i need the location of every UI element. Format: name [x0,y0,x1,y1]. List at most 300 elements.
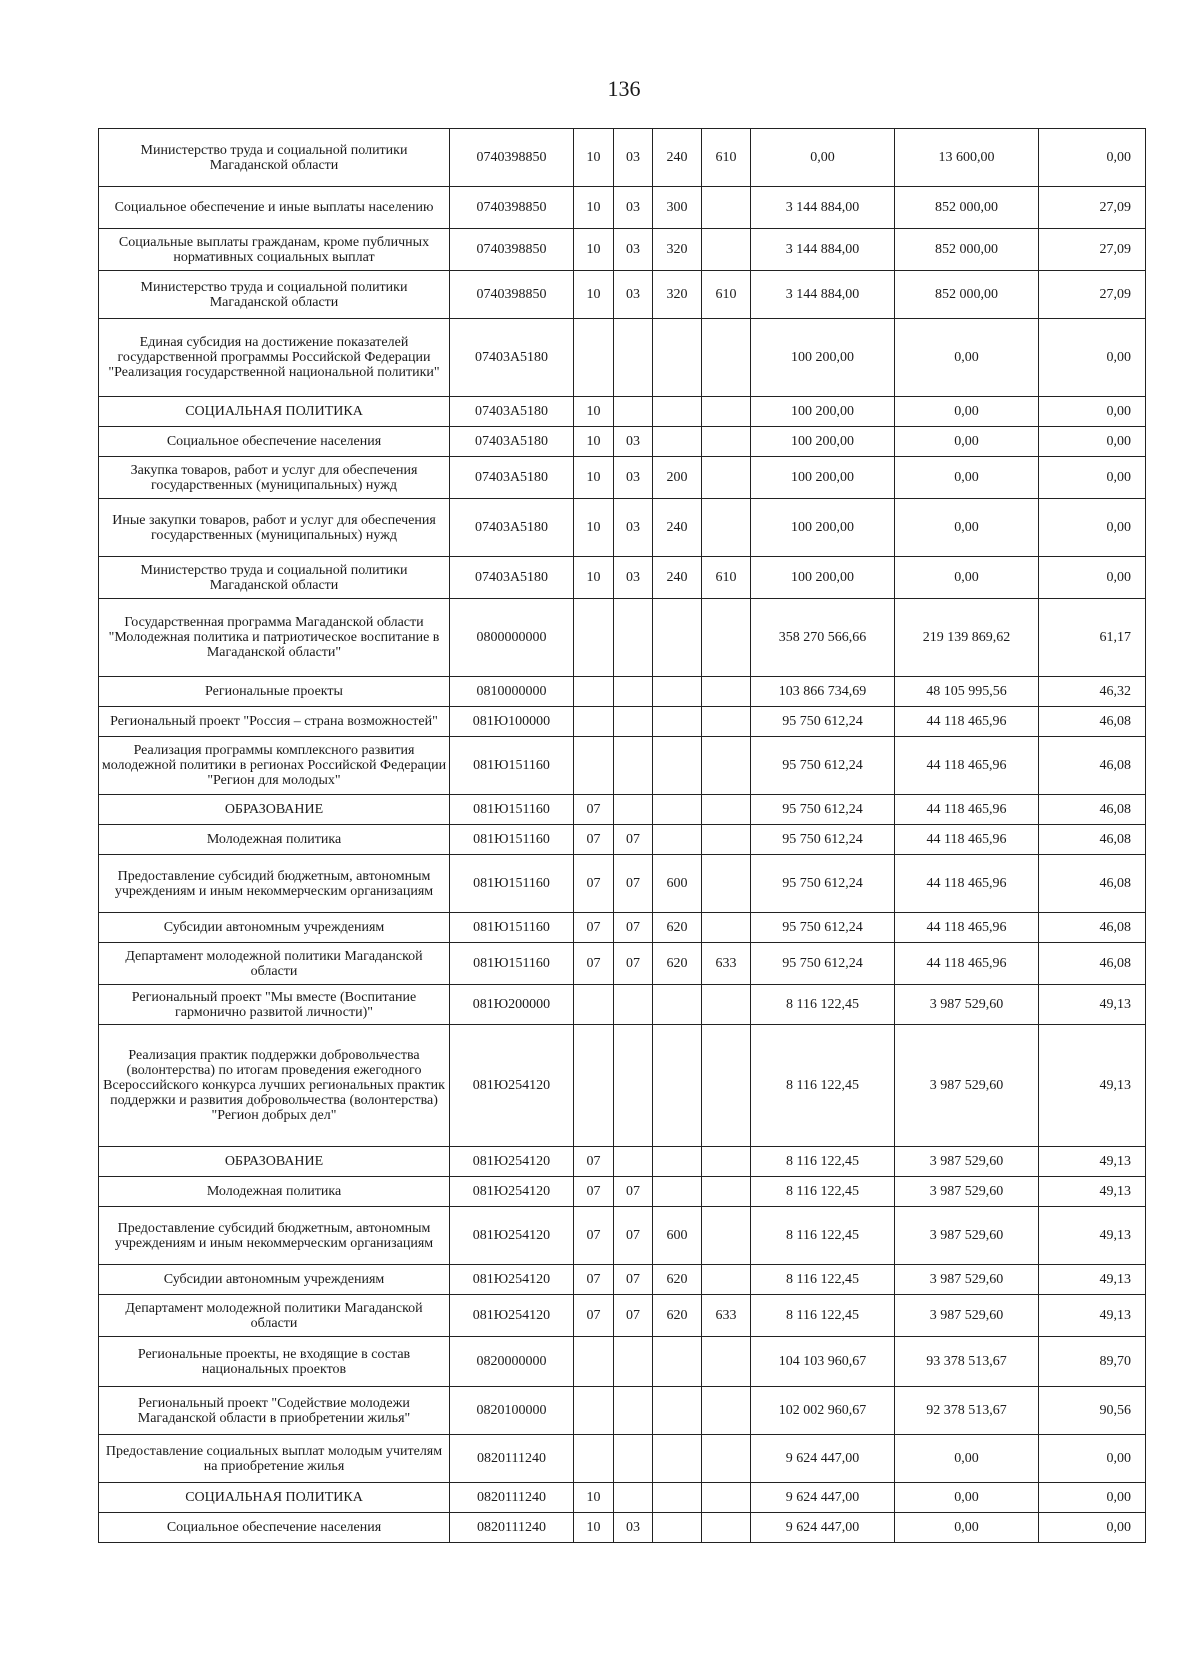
executed-amount-cell: 3 987 529,60 [895,1265,1039,1295]
program-code-cell: 0820111240 [450,1483,574,1513]
planned-amount-cell: 9 624 447,00 [751,1513,895,1543]
department-code-cell [702,1025,751,1147]
description-cell: ОБРАЗОВАНИЕ [99,795,450,825]
planned-amount-cell: 9 624 447,00 [751,1483,895,1513]
program-code-cell: 081Ю254120 [450,1025,574,1147]
table-row [99,1025,1146,1147]
percent-cell: 46,08 [1039,795,1146,825]
percent-cell: 0,00 [1039,129,1146,187]
table-row [99,319,1146,397]
department-code-cell [702,1177,751,1207]
subsection-code-cell [614,319,653,397]
department-code-cell [702,457,751,499]
description-cell: Региональный проект "Содействие молодежи Магаданской области в приобретении жилья" [99,1387,450,1435]
executed-amount-cell: 852 000,00 [895,271,1039,319]
department-code-cell [702,599,751,677]
percent-cell: 46,08 [1039,855,1146,913]
percent-cell: 46,08 [1039,825,1146,855]
description-cell: Предоставление субсидий бюджетным, автономным учреждениям и иным некоммерческим организациям [99,1207,450,1265]
expense-type-cell [653,599,702,677]
subsection-code-cell: 03 [614,187,653,229]
table-row [99,1147,1146,1177]
expense-type-cell [653,1513,702,1543]
percent-cell: 46,08 [1039,707,1146,737]
subsection-code-cell: 03 [614,427,653,457]
section-code-cell: 07 [574,795,614,825]
expense-type-cell: 620 [653,943,702,985]
description-cell: Региональный проект "Мы вместе (Воспитание гармонично развитой личности)" [99,985,450,1025]
planned-amount-cell: 100 200,00 [751,319,895,397]
description-cell: Закупка товаров, работ и услуг для обеспечения государственных (муниципальных) нужд [99,457,450,499]
table-row [99,913,1146,943]
percent-cell: 49,13 [1039,1025,1146,1147]
subsection-code-cell: 07 [614,1177,653,1207]
percent-cell: 27,09 [1039,271,1146,319]
section-code-cell [574,1337,614,1387]
executed-amount-cell: 44 118 465,96 [895,913,1039,943]
expense-type-cell [653,1147,702,1177]
department-code-cell [702,1435,751,1483]
department-code-cell [702,825,751,855]
description-cell: Предоставление субсидий бюджетным, автономным учреждениям и иным некоммерческим организациям [99,855,450,913]
planned-amount-cell: 100 200,00 [751,427,895,457]
table-row [99,427,1146,457]
percent-cell: 49,13 [1039,985,1146,1025]
program-code-cell: 081Ю151160 [450,795,574,825]
percent-cell: 0,00 [1039,397,1146,427]
department-code-cell [702,913,751,943]
description-cell: Министерство труда и социальной политики Магаданской области [99,129,450,187]
description-cell: Государственная программа Магаданской области "Молодежная политика и патриотическое воспитание в Магаданской области" [99,599,450,677]
planned-amount-cell: 95 750 612,24 [751,707,895,737]
planned-amount-cell: 8 116 122,45 [751,985,895,1025]
percent-cell: 0,00 [1039,1513,1146,1543]
section-code-cell: 10 [574,229,614,271]
program-code-cell: 0800000000 [450,599,574,677]
program-code-cell: 07403A5180 [450,499,574,557]
department-code-cell [702,187,751,229]
planned-amount-cell: 3 144 884,00 [751,271,895,319]
section-code-cell: 07 [574,855,614,913]
section-code-cell [574,677,614,707]
table-row [99,1513,1146,1543]
subsection-code-cell: 07 [614,1295,653,1337]
percent-cell: 46,32 [1039,677,1146,707]
program-code-cell: 07403A5180 [450,457,574,499]
percent-cell: 0,00 [1039,427,1146,457]
program-code-cell: 0820100000 [450,1387,574,1435]
department-code-cell [702,427,751,457]
table-row [99,187,1146,229]
expense-type-cell: 200 [653,457,702,499]
description-cell: Региональный проект "Россия – страна возможностей" [99,707,450,737]
executed-amount-cell: 0,00 [895,319,1039,397]
percent-cell: 49,13 [1039,1295,1146,1337]
department-code-cell: 633 [702,943,751,985]
table-row [99,1387,1146,1435]
executed-amount-cell: 44 118 465,96 [895,737,1039,795]
table-row [99,855,1146,913]
planned-amount-cell: 100 200,00 [751,499,895,557]
department-code-cell [702,737,751,795]
budget-table [98,128,1146,1543]
subsection-code-cell [614,397,653,427]
executed-amount-cell: 0,00 [895,397,1039,427]
expense-type-cell [653,677,702,707]
section-code-cell: 07 [574,1147,614,1177]
table-row [99,457,1146,499]
expense-type-cell [653,1435,702,1483]
program-code-cell: 0820111240 [450,1435,574,1483]
executed-amount-cell: 44 118 465,96 [895,855,1039,913]
percent-cell: 27,09 [1039,229,1146,271]
description-cell: Социальное обеспечение и иные выплаты населению [99,187,450,229]
percent-cell: 0,00 [1039,557,1146,599]
executed-amount-cell: 3 987 529,60 [895,1025,1039,1147]
description-cell: Молодежная политика [99,1177,450,1207]
table-row [99,1483,1146,1513]
subsection-code-cell [614,737,653,795]
subsection-code-cell: 07 [614,1207,653,1265]
section-code-cell [574,985,614,1025]
section-code-cell: 07 [574,825,614,855]
department-code-cell [702,1483,751,1513]
table-row [99,985,1146,1025]
expense-type-cell: 620 [653,1265,702,1295]
table-row [99,943,1146,985]
planned-amount-cell: 95 750 612,24 [751,943,895,985]
department-code-cell [702,855,751,913]
table-row [99,557,1146,599]
program-code-cell: 081Ю151160 [450,855,574,913]
executed-amount-cell: 93 378 513,67 [895,1337,1039,1387]
description-cell: Департамент молодежной политики Магаданской области [99,943,450,985]
program-code-cell: 081Ю151160 [450,737,574,795]
table-body [99,129,1146,1543]
subsection-code-cell [614,1025,653,1147]
description-cell: Департамент молодежной политики Магаданской области [99,1295,450,1337]
expense-type-cell: 240 [653,557,702,599]
expense-type-cell: 320 [653,229,702,271]
program-code-cell: 07403A5180 [450,427,574,457]
section-code-cell [574,1435,614,1483]
executed-amount-cell: 3 987 529,60 [895,1207,1039,1265]
description-cell: Социальное обеспечение населения [99,427,450,457]
description-cell: Региональные проекты, не входящие в состав национальных проектов [99,1337,450,1387]
department-code-cell [702,795,751,825]
table-row [99,1295,1146,1337]
subsection-code-cell: 03 [614,457,653,499]
subsection-code-cell: 03 [614,557,653,599]
section-code-cell: 10 [574,499,614,557]
expense-type-cell: 300 [653,187,702,229]
expense-type-cell: 620 [653,1295,702,1337]
percent-cell: 0,00 [1039,319,1146,397]
department-code-cell [702,1207,751,1265]
table-row [99,499,1146,557]
planned-amount-cell: 8 116 122,45 [751,1147,895,1177]
section-code-cell: 10 [574,397,614,427]
subsection-code-cell [614,677,653,707]
description-cell: Единая субсидия на достижение показателей государственной программы Российской Федерации "Реализация государственной национальной политики" [99,319,450,397]
executed-amount-cell: 0,00 [895,499,1039,557]
planned-amount-cell: 8 116 122,45 [751,1025,895,1147]
percent-cell: 0,00 [1039,1483,1146,1513]
expense-type-cell: 320 [653,271,702,319]
section-code-cell: 10 [574,557,614,599]
planned-amount-cell: 95 750 612,24 [751,825,895,855]
program-code-cell: 081Ю100000 [450,707,574,737]
expense-type-cell: 620 [653,913,702,943]
program-code-cell: 0740398850 [450,271,574,319]
executed-amount-cell: 0,00 [895,1483,1039,1513]
program-code-cell: 081Ю200000 [450,985,574,1025]
subsection-code-cell [614,985,653,1025]
percent-cell: 49,13 [1039,1177,1146,1207]
description-cell: Министерство труда и социальной политики Магаданской области [99,557,450,599]
program-code-cell: 081Ю254120 [450,1295,574,1337]
expense-type-cell: 600 [653,855,702,913]
expense-type-cell [653,427,702,457]
description-cell: Социальные выплаты гражданам, кроме публичных нормативных социальных выплат [99,229,450,271]
subsection-code-cell [614,1337,653,1387]
subsection-code-cell [614,707,653,737]
department-code-cell [702,397,751,427]
department-code-cell [702,1337,751,1387]
program-code-cell: 0810000000 [450,677,574,707]
table-row [99,825,1146,855]
planned-amount-cell: 100 200,00 [751,397,895,427]
section-code-cell: 10 [574,187,614,229]
expense-type-cell [653,397,702,427]
table-row [99,229,1146,271]
department-code-cell [702,707,751,737]
planned-amount-cell: 103 866 734,69 [751,677,895,707]
executed-amount-cell: 44 118 465,96 [895,795,1039,825]
program-code-cell: 0740398850 [450,229,574,271]
subsection-code-cell: 07 [614,913,653,943]
description-cell: Министерство труда и социальной политики Магаданской области [99,271,450,319]
table-row [99,271,1146,319]
executed-amount-cell: 92 378 513,67 [895,1387,1039,1435]
expense-type-cell: 600 [653,1207,702,1265]
program-code-cell: 081Ю254120 [450,1147,574,1177]
section-code-cell: 07 [574,943,614,985]
table-row [99,677,1146,707]
expense-type-cell [653,319,702,397]
subsection-code-cell: 03 [614,271,653,319]
department-code-cell: 633 [702,1295,751,1337]
subsection-code-cell: 07 [614,855,653,913]
section-code-cell: 10 [574,1483,614,1513]
program-code-cell: 07403A5180 [450,397,574,427]
table-row [99,397,1146,427]
department-code-cell [702,1513,751,1543]
table-row [99,737,1146,795]
expense-type-cell [653,825,702,855]
subsection-code-cell [614,1435,653,1483]
section-code-cell: 10 [574,1513,614,1543]
executed-amount-cell: 44 118 465,96 [895,707,1039,737]
section-code-cell [574,1387,614,1435]
percent-cell: 0,00 [1039,457,1146,499]
executed-amount-cell: 852 000,00 [895,187,1039,229]
subsection-code-cell: 03 [614,499,653,557]
description-cell: Субсидии автономным учреждениям [99,913,450,943]
expense-type-cell [653,1337,702,1387]
department-code-cell [702,677,751,707]
program-code-cell: 081Ю254120 [450,1265,574,1295]
expense-type-cell [653,795,702,825]
program-code-cell: 081Ю151160 [450,913,574,943]
subsection-code-cell [614,795,653,825]
table-row [99,1207,1146,1265]
executed-amount-cell: 13 600,00 [895,129,1039,187]
executed-amount-cell: 3 987 529,60 [895,1147,1039,1177]
percent-cell: 90,56 [1039,1387,1146,1435]
percent-cell: 49,13 [1039,1147,1146,1177]
planned-amount-cell: 3 144 884,00 [751,229,895,271]
subsection-code-cell: 03 [614,1513,653,1543]
expense-type-cell: 240 [653,499,702,557]
executed-amount-cell: 0,00 [895,427,1039,457]
planned-amount-cell: 8 116 122,45 [751,1265,895,1295]
percent-cell: 46,08 [1039,913,1146,943]
subsection-code-cell [614,1147,653,1177]
description-cell: Иные закупки товаров, работ и услуг для обеспечения государственных (муниципальных) нужд [99,499,450,557]
table-row [99,1177,1146,1207]
subsection-code-cell: 03 [614,129,653,187]
description-cell: Реализация программы комплексного развития молодежной политики в регионах Российской Федерации "Регион для молодых" [99,737,450,795]
description-cell: Молодежная политика [99,825,450,855]
planned-amount-cell: 95 750 612,24 [751,855,895,913]
expense-type-cell [653,1387,702,1435]
planned-amount-cell: 95 750 612,24 [751,795,895,825]
program-code-cell: 081Ю254120 [450,1177,574,1207]
department-code-cell [702,1147,751,1177]
section-code-cell: 07 [574,1265,614,1295]
expense-type-cell [653,737,702,795]
department-code-cell [702,985,751,1025]
table-row [99,129,1146,187]
percent-cell: 49,13 [1039,1207,1146,1265]
department-code-cell [702,229,751,271]
planned-amount-cell: 100 200,00 [751,557,895,599]
executed-amount-cell: 44 118 465,96 [895,943,1039,985]
percent-cell: 27,09 [1039,187,1146,229]
section-code-cell: 10 [574,457,614,499]
description-cell: Реализация практик поддержки добровольчества (волонтерства) по итогам проведения ежегодного Всероссийского конкурса лучших региональных практик поддержки и развития добровольчества (волонтерства) "Регион добрых дел" [99,1025,450,1147]
percent-cell: 46,08 [1039,943,1146,985]
table-row [99,599,1146,677]
expense-type-cell [653,707,702,737]
executed-amount-cell: 48 105 995,56 [895,677,1039,707]
section-code-cell: 07 [574,913,614,943]
table-row [99,795,1146,825]
planned-amount-cell: 95 750 612,24 [751,913,895,943]
program-code-cell: 0820000000 [450,1337,574,1387]
program-code-cell: 081Ю151160 [450,943,574,985]
program-code-cell: 081Ю151160 [450,825,574,855]
table-row [99,1435,1146,1483]
department-code-cell [702,499,751,557]
planned-amount-cell: 3 144 884,00 [751,187,895,229]
planned-amount-cell: 104 103 960,67 [751,1337,895,1387]
section-code-cell [574,737,614,795]
program-code-cell: 081Ю254120 [450,1207,574,1265]
description-cell: СОЦИАЛЬНАЯ ПОЛИТИКА [99,397,450,427]
section-code-cell: 10 [574,271,614,319]
executed-amount-cell: 0,00 [895,1435,1039,1483]
planned-amount-cell: 8 116 122,45 [751,1295,895,1337]
table-row [99,707,1146,737]
program-code-cell: 07403A5180 [450,557,574,599]
table-row [99,1337,1146,1387]
percent-cell: 0,00 [1039,499,1146,557]
executed-amount-cell: 0,00 [895,1513,1039,1543]
section-code-cell: 07 [574,1295,614,1337]
department-code-cell [702,1387,751,1435]
subsection-code-cell [614,1387,653,1435]
planned-amount-cell: 8 116 122,45 [751,1207,895,1265]
program-code-cell: 0740398850 [450,129,574,187]
executed-amount-cell: 0,00 [895,457,1039,499]
subsection-code-cell: 07 [614,825,653,855]
subsection-code-cell: 03 [614,229,653,271]
section-code-cell [574,319,614,397]
department-code-cell: 610 [702,271,751,319]
description-cell: Региональные проекты [99,677,450,707]
percent-cell: 61,17 [1039,599,1146,677]
executed-amount-cell: 852 000,00 [895,229,1039,271]
percent-cell: 0,00 [1039,1435,1146,1483]
description-cell: СОЦИАЛЬНАЯ ПОЛИТИКА [99,1483,450,1513]
subsection-code-cell [614,1483,653,1513]
subsection-code-cell: 07 [614,943,653,985]
department-code-cell [702,1265,751,1295]
program-code-cell: 07403A5180 [450,319,574,397]
program-code-cell: 0820111240 [450,1513,574,1543]
executed-amount-cell: 44 118 465,96 [895,825,1039,855]
description-cell: Субсидии автономным учреждениям [99,1265,450,1295]
section-code-cell [574,707,614,737]
subsection-code-cell [614,599,653,677]
expense-type-cell [653,1177,702,1207]
section-code-cell: 10 [574,129,614,187]
percent-cell: 49,13 [1039,1265,1146,1295]
description-cell: ОБРАЗОВАНИЕ [99,1147,450,1177]
executed-amount-cell: 219 139 869,62 [895,599,1039,677]
planned-amount-cell: 8 116 122,45 [751,1177,895,1207]
description-cell: Предоставление социальных выплат молодым учителям на приобретение жилья [99,1435,450,1483]
executed-amount-cell: 3 987 529,60 [895,985,1039,1025]
planned-amount-cell: 0,00 [751,129,895,187]
planned-amount-cell: 100 200,00 [751,457,895,499]
planned-amount-cell: 9 624 447,00 [751,1435,895,1483]
executed-amount-cell: 3 987 529,60 [895,1177,1039,1207]
description-cell: Социальное обеспечение населения [99,1513,450,1543]
page-number: 136 [607,76,641,101]
percent-cell: 89,70 [1039,1337,1146,1387]
section-code-cell [574,1025,614,1147]
section-code-cell: 07 [574,1177,614,1207]
section-code-cell: 07 [574,1207,614,1265]
planned-amount-cell: 102 002 960,67 [751,1387,895,1435]
section-code-cell [574,599,614,677]
percent-cell: 46,08 [1039,737,1146,795]
department-code-cell: 610 [702,557,751,599]
planned-amount-cell: 358 270 566,66 [751,599,895,677]
